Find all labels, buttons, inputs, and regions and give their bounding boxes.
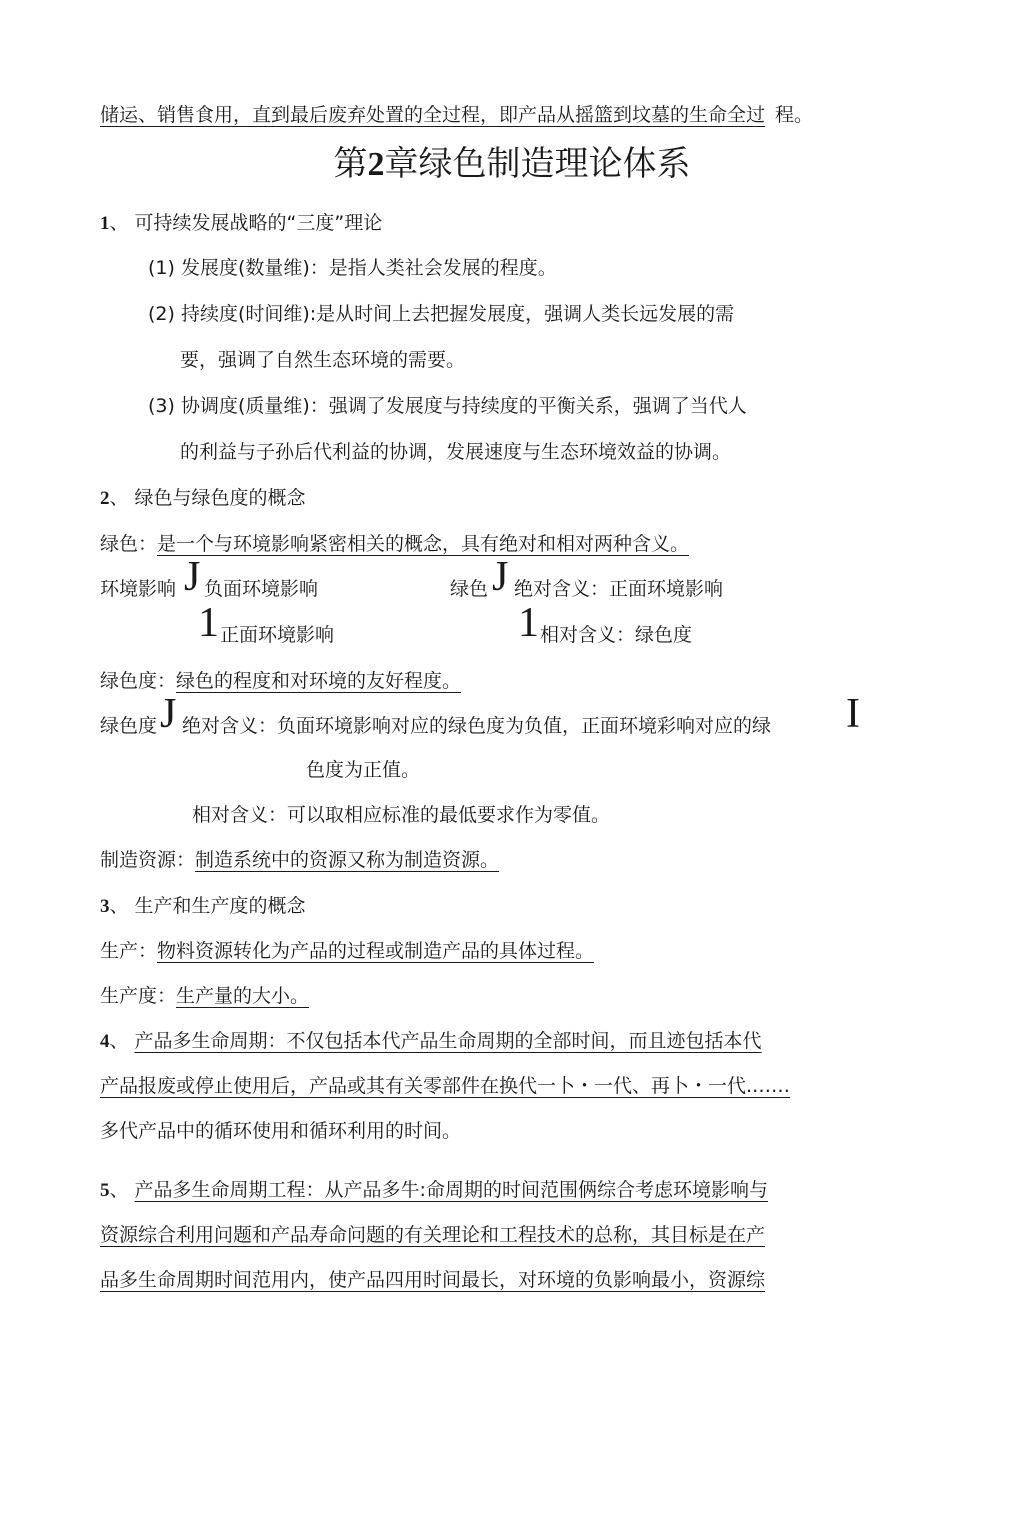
term-definition: 生产量的大小。	[176, 985, 310, 1007]
definition-line	[100, 672, 461, 691]
brace-glyph: 1	[518, 600, 539, 646]
brace-item: 绝对含义：负面环境影响对应的绿色度为负值，正面环境彩响对应的绿	[182, 715, 772, 737]
paragraph-line: 的利益与子孙后代利益的协调，发展速度与生态环境效益的协调。	[180, 441, 732, 463]
term-label: 绿色	[450, 578, 489, 600]
term-definition: 是一个与环境影响紧密相关的概念，具有绝对和相对两种含义。	[157, 533, 690, 555]
term-label: 绿色度	[100, 715, 158, 737]
section-number: 4	[100, 1031, 110, 1052]
term-definition: 品多生命周期时间范用内，使产品四用时间最长，对环境的负影响最小，资源综	[100, 1269, 766, 1291]
chapter-title	[0, 148, 1024, 182]
paragraph-line: 相对含义：可以取相应标准的最低要求作为零值。	[192, 804, 611, 826]
paragraph-line	[100, 106, 813, 125]
text: 程。	[775, 104, 814, 126]
term-label: 生产度：	[100, 985, 177, 1007]
brace-glyph: J	[160, 691, 177, 737]
brace-item: 负面环境影响	[204, 578, 319, 600]
paragraph-line	[100, 1077, 790, 1096]
paragraph-line: 色度为正值。	[306, 759, 421, 781]
paragraph-line: 要，强调了自然生态环境的需要。	[180, 349, 466, 371]
term-definition: 产品多生命周期：不仅包括本代产品生命周期的全部时间，而且迹包括本代	[134, 1030, 762, 1052]
section-heading-5	[100, 1181, 768, 1200]
section-number: 3	[100, 896, 110, 917]
section-number: 1	[100, 213, 110, 234]
term-label: 制造资源：	[100, 849, 196, 871]
section-title: 、 可持续发展战略的“三度”理论	[109, 212, 383, 234]
definition-line	[100, 535, 689, 554]
separator: 、	[109, 1179, 135, 1201]
paragraph-line: 多代产品中的循环使用和循环利用的时间。	[100, 1120, 462, 1142]
paragraph-line: (2) 持续度(时间维):是从时间上去把握发展度，强调人类长远发展的需	[148, 303, 735, 325]
term-definition: 产品报废或停止使用后，产品或其有关零部件在换代一卜・一代、再卜・一代.……	[100, 1075, 791, 1097]
paragraph-line	[100, 1226, 765, 1245]
brace-item: 绝对含义：正面环境影响	[514, 578, 724, 600]
brace-glyph: J	[184, 554, 201, 600]
section-number: 2	[100, 488, 110, 509]
brace-glyph: 1	[198, 600, 219, 646]
section-heading-4	[100, 1032, 762, 1051]
brace-item: 相对含义：绿色度	[540, 624, 693, 646]
section-title: 、 生产和生产度的概念	[109, 895, 306, 917]
underlined-text: 储运、销售食用，直到最后废弃处置的全过程，即产品从摇篮到坟墓的生命全过	[100, 104, 766, 126]
definition-line	[100, 942, 602, 961]
term-definition: 资源综合利用问题和产品寿命问题的有关理论和工程技术的总称，其目标是在产	[100, 1224, 766, 1246]
section-number: 5	[100, 1180, 110, 1201]
brace-glyph: I	[846, 691, 860, 737]
definition-line	[100, 851, 507, 870]
brace-glyph: J	[492, 554, 509, 600]
definition-line	[100, 987, 317, 1006]
term-definition: 产品多生命周期工程：从产品多牛:命周期的时间范围俩综合考虑环境影响与	[134, 1179, 768, 1201]
term-definition: 物料资源转化为产品的过程或制造产品的具体过程。	[157, 940, 595, 962]
paragraph-line: (1) 发展度(数量维)：是指人类社会发展的程度。	[148, 257, 557, 279]
term-label: 绿色：	[100, 533, 158, 555]
title-number: 2	[367, 146, 385, 183]
title-text: 章绿色制造理论体系	[384, 146, 691, 183]
section-heading-2	[100, 489, 306, 508]
term-label: 绿色度：	[100, 670, 177, 692]
paragraph-line: (3) 协调度(质量维)：强调了发展度与持续度的平衡关系，强调了当代人	[148, 395, 747, 417]
separator: 、	[109, 1030, 135, 1052]
section-heading-1	[100, 214, 382, 233]
brace-item: 正面环境影响	[220, 624, 335, 646]
term-definition: 制造系统中的资源又称为制造资源。	[195, 849, 500, 871]
paragraph-line	[100, 1271, 765, 1290]
term-definition: 绿色的程度和对环境的友好程度。	[176, 670, 462, 692]
term-label: 环境影响	[100, 578, 177, 600]
section-heading-3	[100, 897, 306, 916]
section-title: 、 绿色与绿色度的概念	[109, 487, 306, 509]
term-label: 生产：	[100, 940, 158, 962]
title-prefix: 第	[333, 146, 368, 183]
